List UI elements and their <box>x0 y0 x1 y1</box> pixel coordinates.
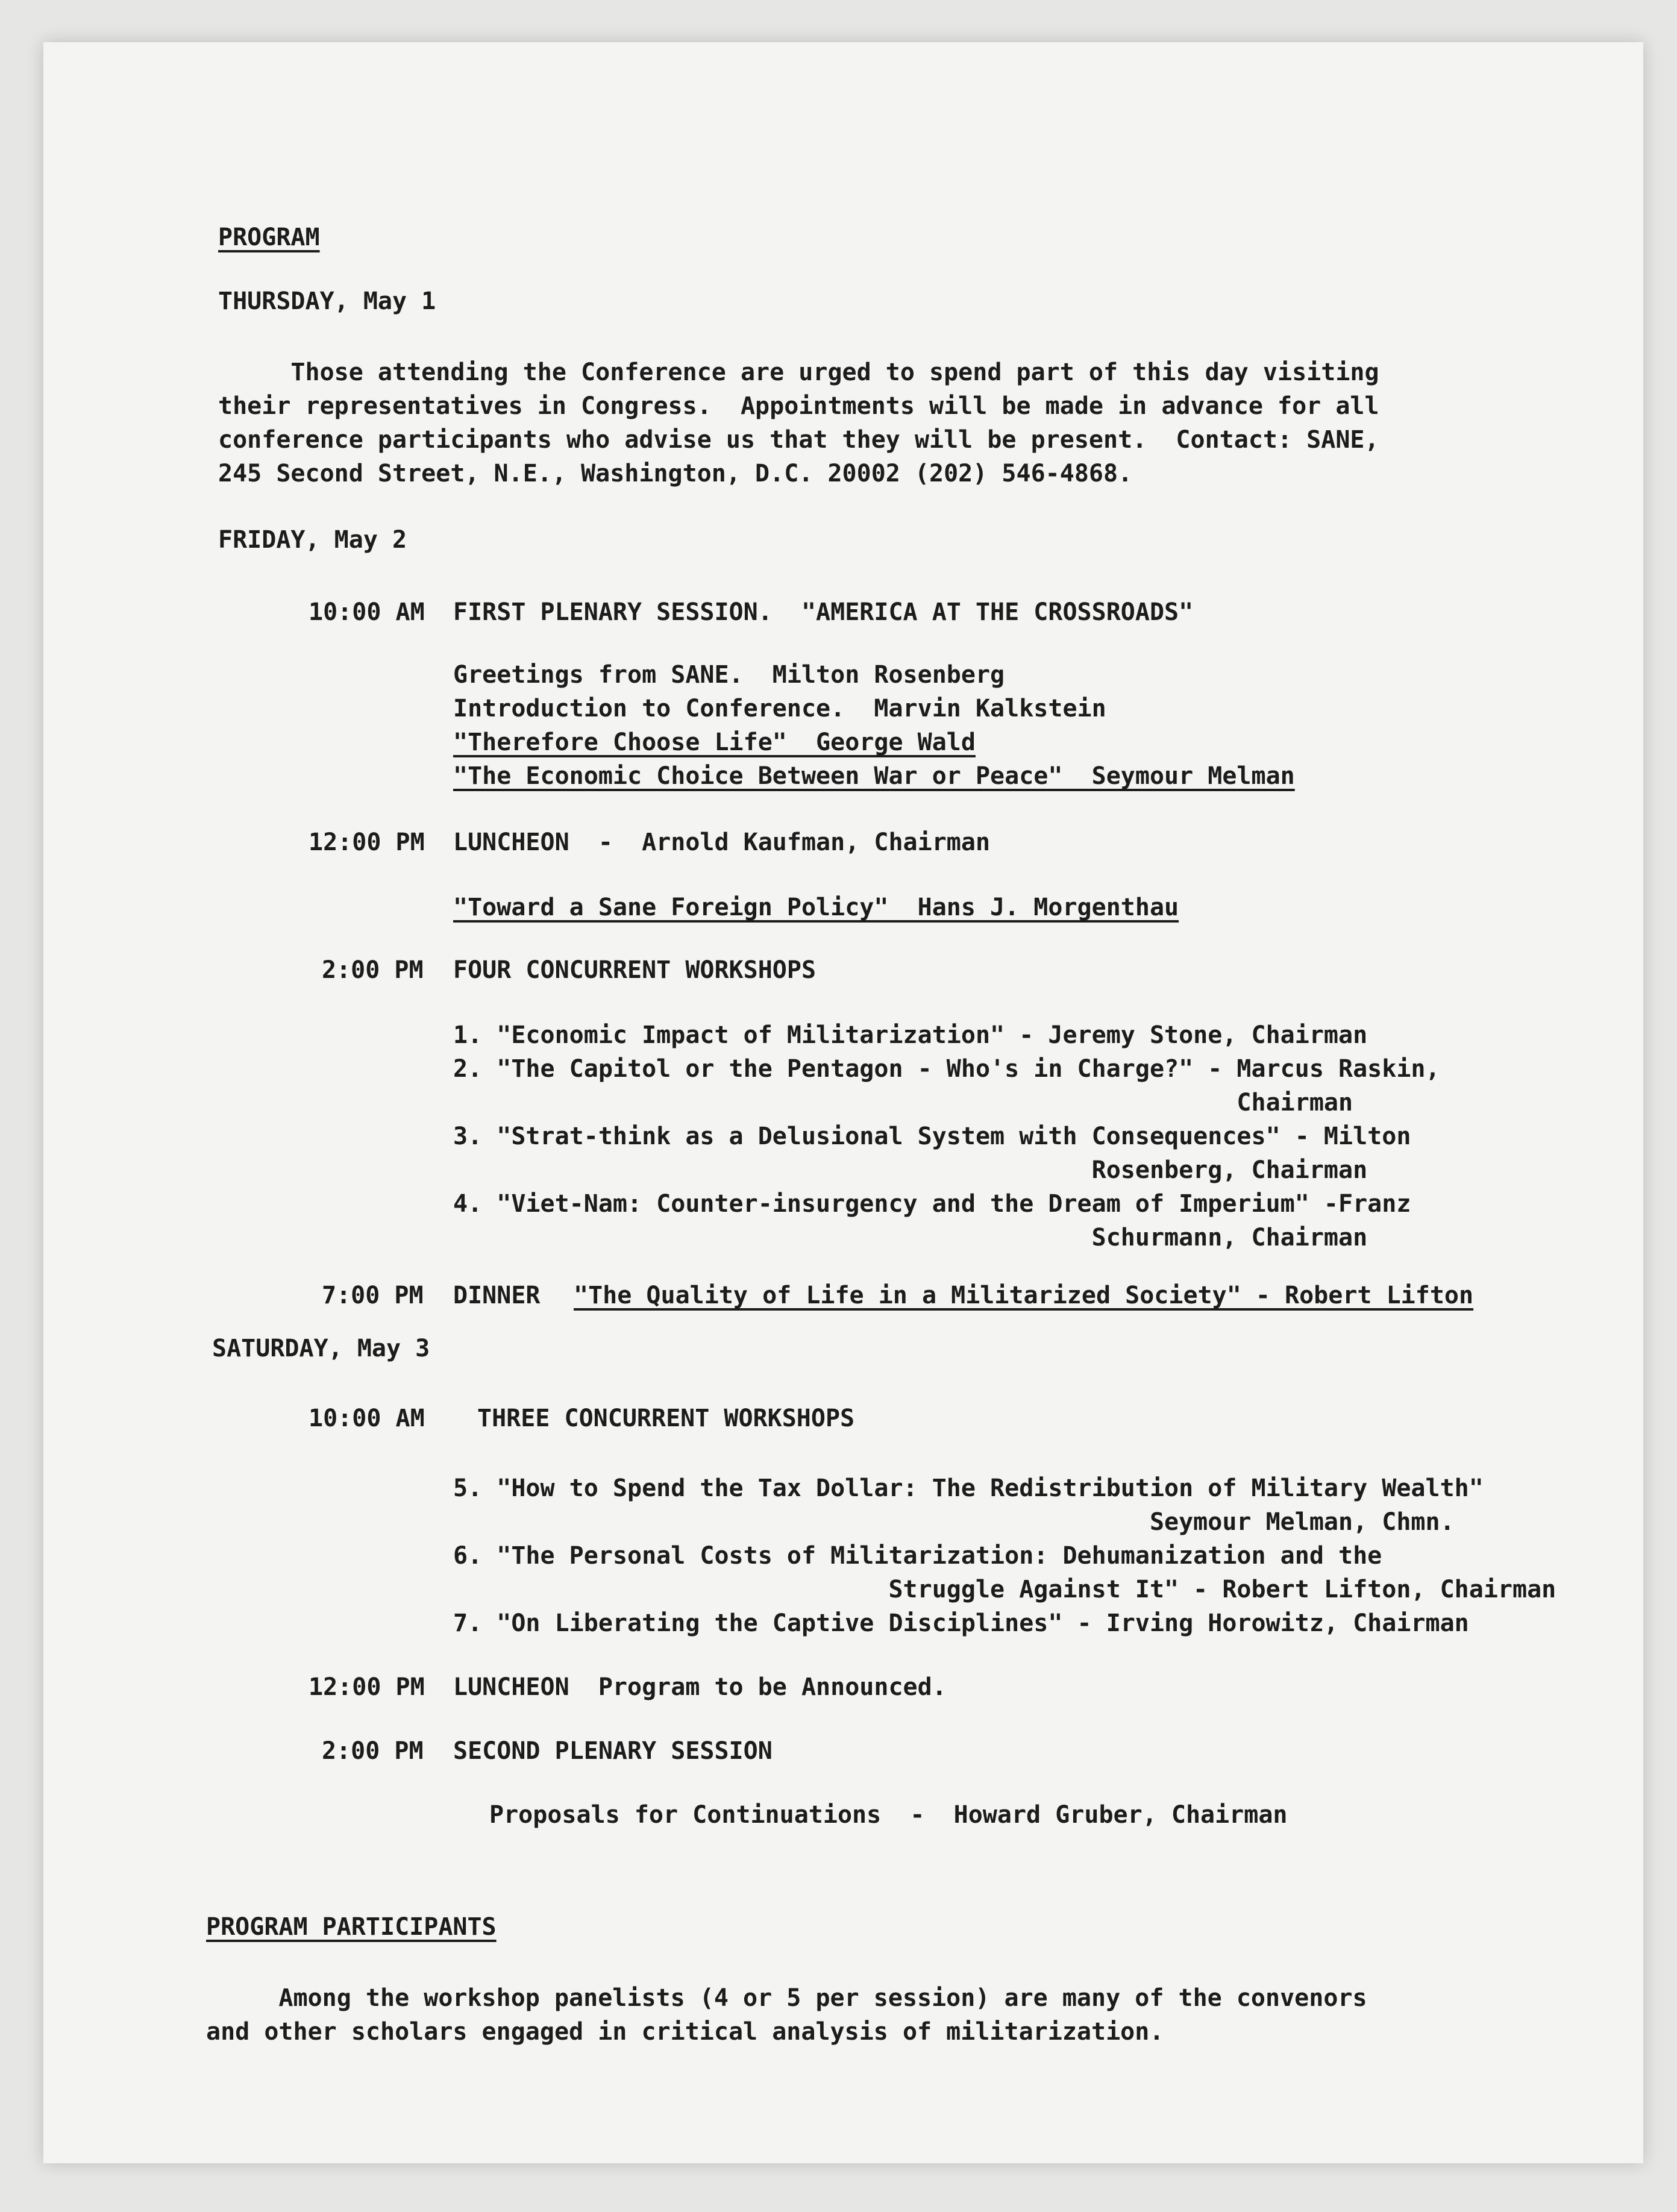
session-time: 10:00 AM <box>309 1405 425 1432</box>
agenda-item: Greetings from SANE. Milton Rosenberg <box>453 661 1005 689</box>
session-time: 10:00 AM <box>309 598 425 626</box>
agenda-item: Introduction to Conference. Marvin Kalkstein <box>453 695 1106 722</box>
program-heading: PROGRAM <box>218 224 320 251</box>
agenda-item: "The Economic Choice Between War or Peace" Seymour Melman <box>453 762 1295 790</box>
session-time: 2:00 PM <box>322 956 424 984</box>
agenda-item: "Toward a Sane Foreign Policy" Hans J. Morgenthau <box>453 894 1179 921</box>
thursday-heading: THURSDAY, May 1 <box>218 287 436 315</box>
workshop-line: 1. "Economic Impact of Militarization" - Jeremy Stone, Chairman <box>453 1021 1368 1049</box>
paragraph-line: and other scholars engaged in critical analysis of militarization. <box>206 2018 1164 2046</box>
document-page <box>43 42 1643 2163</box>
session-title: FOUR CONCURRENT WORKSHOPS <box>453 956 817 984</box>
workshop-line: Struggle Against It" - Robert Lifton, Chairman <box>453 1576 1556 1603</box>
saturday-heading: SATURDAY, May 3 <box>212 1335 430 1362</box>
session-time: 7:00 PM <box>322 1282 424 1309</box>
session-title: LUNCHEON Program to be Announced. <box>453 1673 947 1701</box>
session-title: SECOND PLENARY SESSION <box>453 1737 773 1765</box>
workshop-line: Chairman <box>453 1089 1353 1117</box>
paragraph-line: conference participants who advise us that they will be present. Contact: SANE, <box>218 426 1379 454</box>
session-time: 2:00 PM <box>322 1737 424 1765</box>
session-time: 12:00 PM <box>309 1673 425 1701</box>
workshop-line: Schurmann, Chairman <box>453 1224 1368 1252</box>
workshop-line: 4. "Viet-Nam: Counter-insurgency and the Dream of Imperium" -Franz <box>453 1190 1411 1218</box>
workshop-line: 2. "The Capitol or the Pentagon - Who's in Charge?" - Marcus Raskin, <box>453 1055 1440 1083</box>
session-title: THREE CONCURRENT WORKSHOPS <box>477 1405 855 1432</box>
agenda-item: Proposals for Continuations - Howard Gruber, Chairman <box>489 1801 1288 1829</box>
paragraph-line: Among the workshop panelists (4 or 5 per session) are many of the convenors <box>206 1984 1367 2012</box>
workshop-line: Rosenberg, Chairman <box>453 1156 1368 1184</box>
agenda-item: "Therefore Choose Life" George Wald <box>453 728 976 756</box>
workshop-line: 7. "On Liberating the Captive Disciplines" - Irving Horowitz, Chairman <box>453 1609 1469 1637</box>
friday-heading: FRIDAY, May 2 <box>218 526 407 554</box>
participants-heading: PROGRAM PARTICIPANTS <box>206 1913 497 1941</box>
workshop-line: Seymour Melman, Chmn. <box>453 1508 1455 1536</box>
paragraph-line: 245 Second Street, N.E., Washington, D.C. 20002 (202) 546-4868. <box>218 460 1133 487</box>
session-title: LUNCHEON - Arnold Kaufman, Chairman <box>453 829 991 856</box>
paragraph-line: Those attending the Conference are urged to spend part of this day visiting <box>218 359 1379 386</box>
session-title: DINNER <box>453 1282 541 1309</box>
workshop-line: 5. "How to Spend the Tax Dollar: The Redistribution of Military Wealth" <box>453 1474 1484 1502</box>
paragraph-line: their representatives in Congress. Appointments will be made in advance for all <box>218 392 1379 420</box>
workshop-line: 6. "The Personal Costs of Militarization: Dehumanization and the <box>453 1542 1382 1570</box>
thursday-paragraph <box>43 245 1643 487</box>
workshop-line: 3. "Strat-think as a Delusional System with Consequences" - Milton <box>453 1123 1411 1150</box>
session-time: 12:00 PM <box>309 829 425 856</box>
agenda-item: "The Quality of Life in a Militarized Society" - Robert Lifton <box>574 1282 1474 1309</box>
session-title: FIRST PLENARY SESSION. "AMERICA AT THE CROSSROADS" <box>453 598 1194 626</box>
